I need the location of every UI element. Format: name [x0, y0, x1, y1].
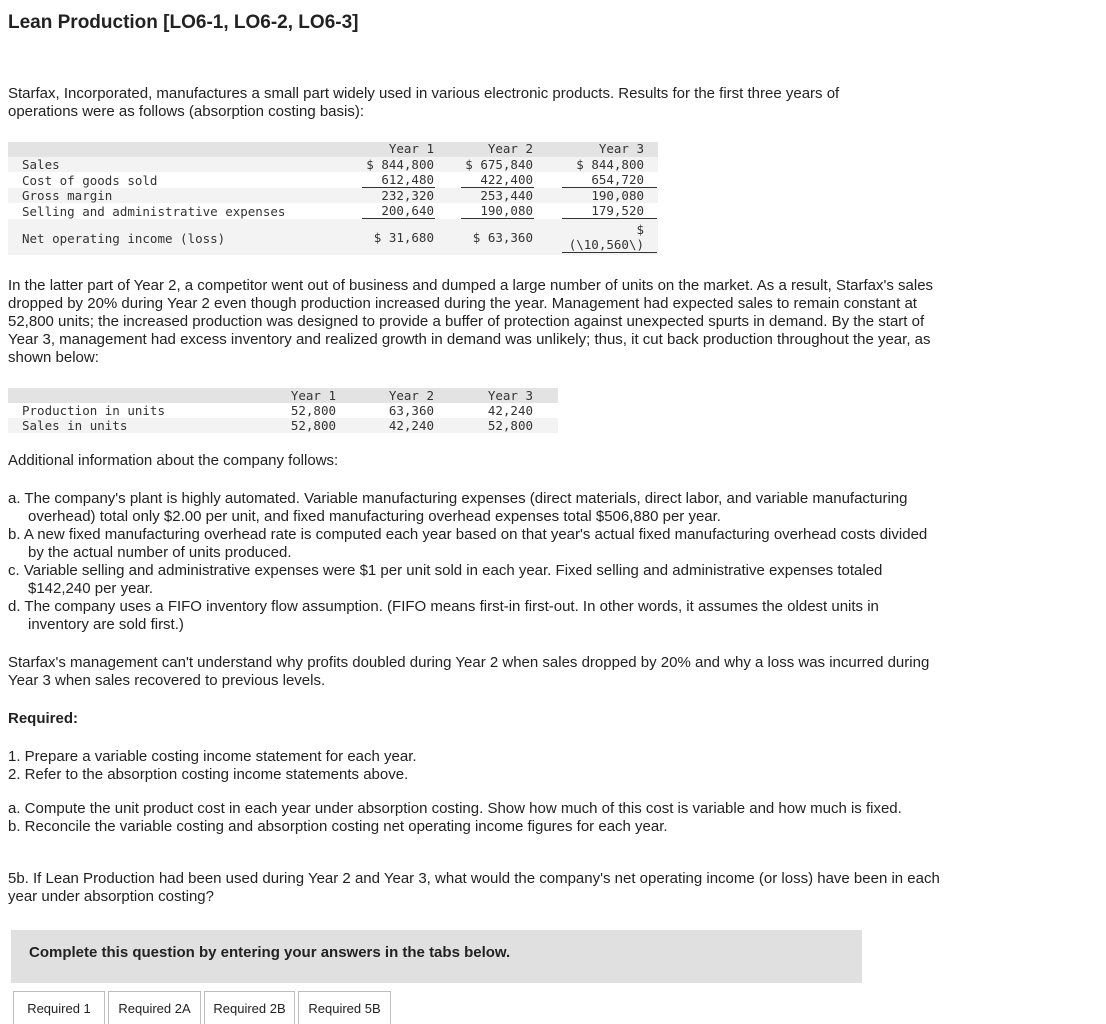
income-row-label: Net operating income (loss)	[22, 231, 226, 246]
list-item: a. Compute the unit product cost in each year under absorption costing. Show how much of this cost is variable and how much is fixed.	[8, 800, 902, 817]
list-item: 2. Refer to the absorption costing income statements above.	[8, 766, 409, 783]
tab-required-2b[interactable]: Required 2B	[204, 991, 295, 1024]
income-cell: 190,080	[480, 203, 533, 218]
list-item: 1. Prepare a variable costing income statement for each year.	[8, 748, 417, 765]
required-heading: Required:	[8, 710, 79, 727]
income-header-bar	[8, 142, 658, 157]
income-year-2-header: Year 2	[487, 141, 533, 156]
tab-required-1[interactable]: Required 1	[13, 991, 105, 1024]
page-title: Lean Production [LO6-1, LO6-2, LO6-3]	[8, 12, 359, 33]
instruction-banner	[11, 930, 862, 983]
income-cell: $ 31,680	[373, 230, 434, 245]
additional-info-list	[8, 490, 938, 634]
list-item: a. The company's plant is highly automated. Variable manufacturing expenses (direct materials, direct labor, and variable manufacturing overhead) total only $2.00 per unit, and fixed manufacturing overhead expenses total $506,880 per year.	[8, 490, 908, 525]
tab-required-5b[interactable]: Required 5B	[298, 991, 391, 1024]
units-cell: 52,800	[290, 418, 336, 433]
income-row-label: Gross margin	[22, 188, 113, 203]
story-paragraph: In the latter part of Year 2, a competitor went out of business and dumped a large number of units on the market. As a result, Starfax's sales dropped by 20% during Year 2 even though production increased during the year. Management had expected sales to remain constant at 52,800 units; the increased production was designed to provide a buffer of protection against unexpected spurts in demand. By the start of Year 3, management had excess inventory and realized growth in demand was unlikely; thus, it cut back production throughout the year, as shown below:	[8, 277, 934, 366]
units-year-3-header: Year 3	[487, 388, 533, 403]
income-cell: 253,440	[480, 188, 533, 203]
income-cell: 200,640	[381, 203, 434, 218]
income-cell: $	[636, 222, 644, 237]
tab-required-2a[interactable]: Required 2A	[108, 991, 201, 1024]
required-list	[8, 748, 938, 784]
additional-intro: Additional information about the company follows:	[8, 452, 339, 469]
income-cell: $ 63,360	[472, 230, 533, 245]
income-cell: $ 844,800	[576, 157, 644, 172]
list-item: b. Reconcile the variable costing and absorption costing net operating income figures for each year.	[8, 818, 668, 835]
underline	[562, 218, 657, 219]
units-cell: 42,240	[487, 403, 533, 418]
list-item: b. A new fixed manufacturing overhead rate is computed each year based on that year's actual fixed manufacturing overhead costs divided by the actual number of units produced.	[8, 526, 928, 561]
management-paragraph: Starfax's management can't understand why profits doubled during Year 2 when sales dropped by 20% and why a loss was incurred during Year 3 when sales recovered to previous levels.	[8, 654, 930, 689]
instruction-text: Complete this question by entering your answers in the tabs below.	[29, 944, 511, 961]
income-row-label: Sales	[22, 157, 60, 172]
sub-requirements-list	[8, 800, 938, 836]
units-row-label: Production in units	[22, 403, 165, 418]
list-item: c. Variable selling and administrative expenses were $1 per unit sold in each year. Fixed selling and administrative expenses totaled $142,240 per year.	[8, 562, 883, 597]
units-row-label: Sales in units	[22, 418, 128, 433]
list-item: d. The company uses a FIFO inventory flow assumption. (FIFO means first-in first-out. In other words, it assumes the oldest units in inventory are sold first.)	[8, 598, 879, 633]
income-cell: 179,520	[591, 203, 644, 218]
income-year-1-header: Year 1	[388, 141, 434, 156]
income-cell: 612,480	[381, 172, 434, 187]
underline	[362, 218, 435, 219]
units-year-1-header: Year 1	[290, 388, 336, 403]
income-cell: 190,080	[591, 188, 644, 203]
underline	[461, 218, 534, 219]
units-cell: 52,800	[487, 418, 533, 433]
income-cell: (\10,560\)	[568, 237, 644, 252]
income-cell: $ 675,840	[465, 157, 533, 172]
question-5b: 5b. If Lean Production had been used during Year 2 and Year 3, what would the company's net operating income (or loss) have been in each year under absorption costing?	[8, 870, 940, 905]
income-cell: 422,400	[480, 172, 533, 187]
income-year-3-header: Year 3	[598, 141, 644, 156]
income-cell: $ 844,800	[366, 157, 434, 172]
units-cell: 52,800	[290, 403, 336, 418]
units-year-2-header: Year 2	[388, 388, 434, 403]
income-cell: 654,720	[591, 172, 644, 187]
units-cell: 63,360	[388, 403, 434, 418]
underline	[562, 252, 657, 253]
income-cell: 232,320	[381, 188, 434, 203]
income-row-label: Cost of goods sold	[22, 173, 158, 188]
intro-paragraph: Starfax, Incorporated, manufactures a small part widely used in various electronic products. Results for the first three years of operations were as follows (absorption costing basis):	[8, 85, 840, 120]
units-cell: 42,240	[388, 418, 434, 433]
income-row-label: Selling and administrative expenses	[22, 204, 286, 219]
